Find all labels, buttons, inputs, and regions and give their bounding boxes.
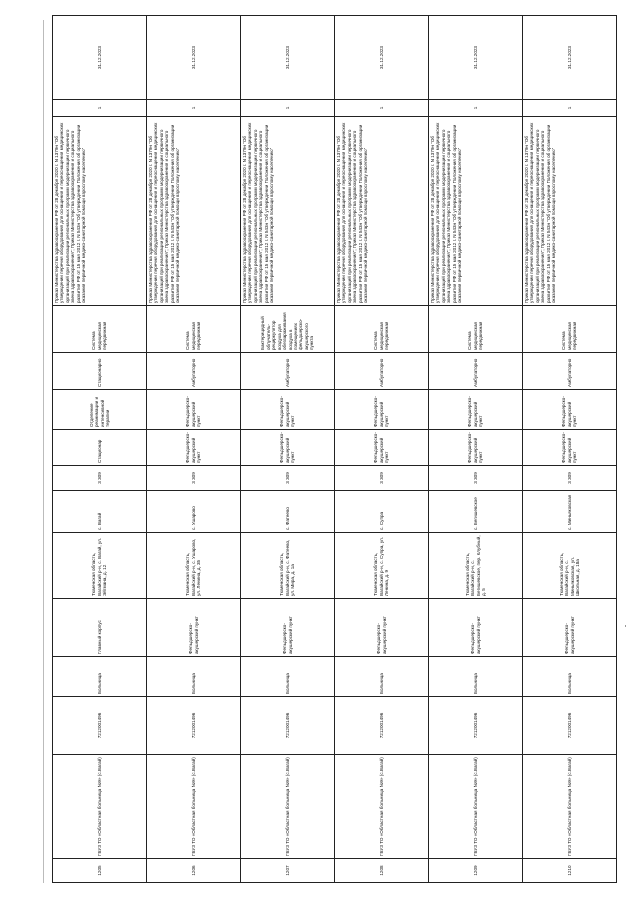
legal-basis-cell: Приказ Министерства здравоохранения РФ от 28 декабря 2020 г. N 1379н "Об утверждении перечня оборудования для оснащения и переоснащения медицинских организаций при реализации региональных программ модернизации первичного звена здравоохранения"; Приказ Министерства здравоохранения и социального развития РФ от 15 мая 2012 г. N 543н "Об утверждении Положения об организации оказания первичной медико-санитарной помощи взрослому населению"	[523, 117, 617, 306]
care-form-cell: Стационарно	[53, 353, 147, 390]
population-cell: 3 309	[241, 466, 335, 491]
quantity-cell: 1	[241, 100, 335, 117]
table-row	[429, 16, 523, 883]
profile-cell: Фельдшерско-акушерский пункт	[241, 430, 335, 466]
subdivision-cell: Отделение реанимации и интенсивной терапии	[53, 390, 147, 430]
deadline-cell: 31.12.2023	[147, 16, 241, 100]
care-form-cell: Амбулаторно	[429, 353, 523, 390]
inn-cell: 7212001496	[147, 697, 241, 755]
organization-cell: ГБУЗ ТО «Областная больница №9» (с.Вагай)	[429, 755, 523, 859]
org-type-cell: Больница	[241, 657, 335, 697]
settlement-cell: с. Бегишевское	[429, 491, 523, 533]
inn-cell: 7212001496	[429, 697, 523, 755]
unit-cell: Фельдшерско-акушерский пункт	[429, 599, 523, 657]
equipment-cell: Система медицинская передвижная	[429, 306, 523, 353]
deadline-cell: 31.12.2023	[429, 16, 523, 100]
deadline-cell: 31.12.2023	[335, 16, 429, 100]
subdivision-cell: Фельдшерско-акушерский пункт	[147, 390, 241, 430]
row-number-cell: 1205	[53, 859, 147, 883]
org-type-cell: Больница	[53, 657, 147, 697]
row-number-cell: 1209	[429, 859, 523, 883]
subdivision-cell: Фельдшерско-акушерский пункт	[523, 390, 617, 430]
settlement-cell: с. Вагай	[53, 491, 147, 533]
quantity-cell: 1	[335, 100, 429, 117]
care-form-cell: Амбулаторно	[147, 353, 241, 390]
care-form-cell: Амбулаторно	[335, 353, 429, 390]
profile-cell: Фельдшерско-акушерский пункт	[335, 430, 429, 466]
profile-cell: Фельдшерско-акушерский пункт	[429, 430, 523, 466]
organization-cell: ГБУЗ ТО «Областная больница №9» (с.Вагай)	[241, 755, 335, 859]
address-cell: Тюменская область, Вагайский р-н, с. Супра, ул. Ленина, д. 9	[335, 533, 429, 599]
address-cell: Тюменская область, Вагайский р-н, с. Ушарово, ул. Ленина, д. 35	[147, 533, 241, 599]
deadline-cell: 31.12.2023	[241, 16, 335, 100]
unit-cell: Фельдшерско-акушерский пункт	[335, 599, 429, 657]
legal-basis-cell: Приказ Министерства здравоохранения РФ от 28 декабря 2020 г. N 1379н "Об утверждении перечня оборудования для оснащения и переоснащения медицинских организаций при реализации региональных программ модернизации первичного звена здравоохранения"; Приказ Министерства здравоохранения и социального развития РФ от 15 мая 2012 г. N 543н "Об утверждении Положения об организации оказания первичной медико-санитарной помощи взрослому населению"	[241, 117, 335, 306]
quantity-cell: 1	[147, 100, 241, 117]
row-number-cell: 1210	[523, 859, 617, 883]
equipment-cell: Система медицинская передвижная	[335, 306, 429, 353]
population-cell: 3 309	[147, 466, 241, 491]
deadline-cell: 31.12.2023	[53, 16, 147, 100]
profile-cell: Фельдшерско-акушерский пункт	[147, 430, 241, 466]
row-number-cell: 1207	[241, 859, 335, 883]
unit-cell: Главный корпус	[53, 599, 147, 657]
address-cell: Тюменская область, Вагайский р-н, с. Миньяковская, ул. Школьная, д. 18а	[523, 533, 617, 599]
inn-cell: 7212001496	[523, 697, 617, 755]
quantity-cell: 1	[53, 100, 147, 117]
table-row	[147, 16, 241, 883]
settlement-cell: с. Фатеево	[241, 491, 335, 533]
equipment-cell: Бактерицидный облучатель-рециркулятор воздуха для обеззараживания воздуха в помещениях фельдшерско-акушерского пункта	[241, 306, 335, 353]
org-type-cell: Больница	[429, 657, 523, 697]
inn-cell: 7212001496	[241, 697, 335, 755]
care-form-cell: Амбулаторно	[241, 353, 335, 390]
unit-cell: Фельдшерско-акушерский пункт	[241, 599, 335, 657]
organization-cell: ГБУЗ ТО «Областная больница №9» (с.Вагай)	[335, 755, 429, 859]
legal-basis-cell: Приказ Министерства здравоохранения РФ от 28 декабря 2020 г. N 1379н "Об утверждении перечня оборудования для оснащения и переоснащения медицинских организаций при реализации региональных программ модернизации первичного звена здравоохранения"; Приказ Министерства здравоохранения и социального развития РФ от 15 мая 2012 г. N 543н "Об утверждении Положения об организации оказания первичной медико-санитарной помощи взрослому населению"	[335, 117, 429, 306]
subdivision-cell: Фельдшерско-акушерский пункт	[335, 390, 429, 430]
legal-basis-cell: Приказ Министерства здравоохранения РФ от 28 декабря 2020 г. N 1379н "Об утверждении перечня оборудования для оснащения и переоснащения медицинских организаций при реализации региональных программ модернизации первичного звена здравоохранения"; Приказ Министерства здравоохранения и социального развития РФ от 15 мая 2012 г. N 543н "Об утверждении Положения об организации оказания первичной медико-санитарной помощи взрослому населению"	[429, 117, 523, 306]
org-type-cell: Больница	[335, 657, 429, 697]
population-cell: 3 309	[335, 466, 429, 491]
address-cell: Тюменская область, Вагайский р-н, с. Вагай, ул. Эйгмана, д. 12	[53, 533, 147, 599]
organization-cell: ГБУЗ ТО «Областная больница №9» (с.Вагай)	[523, 755, 617, 859]
table-row	[523, 16, 617, 883]
scan-line	[43, 20, 44, 883]
address-cell: Тюменская область, Вагайский р-н, с. Бегишевское, пер. Клубный, д. 5	[429, 533, 523, 599]
subdivision-cell: Фельдшерско-акушерский пункт	[429, 390, 523, 430]
equipment-cell: Система медицинская передвижная	[523, 306, 617, 353]
org-type-cell: Больница	[147, 657, 241, 697]
address-cell: Тюменская область, Вагайский р-н, с. Фатеево, ул. Мира, д. 1а	[241, 533, 335, 599]
settlement-cell: с. Ушарово	[147, 491, 241, 533]
inn-cell: 7212001496	[53, 697, 147, 755]
table-row	[53, 16, 147, 883]
deadline-cell: 31.12.2023	[523, 16, 617, 100]
legal-basis-cell: Приказ Министерства здравоохранения РФ от 28 декабря 2020 г. N 1379н "Об утверждении перечня оборудования для оснащения и переоснащения медицинских организаций при реализации региональных программ модернизации первичного звена здравоохранения"; Приказ Министерства здравоохранения и социального развития РФ от 15 мая 2012 г. N 543н "Об утверждении Положения об организации оказания первичной медико-санитарной помощи взрослому населению"	[147, 117, 241, 306]
row-number-cell: 1208	[335, 859, 429, 883]
settlement-cell: с. Миньяковская	[523, 491, 617, 533]
table-row	[241, 16, 335, 883]
profile-cell: Фельдшерско-акушерский пункт	[523, 430, 617, 466]
scan-speck	[625, 625, 626, 627]
population-cell: 3 309	[429, 466, 523, 491]
org-type-cell: Больница	[523, 657, 617, 697]
organization-cell: ГБУЗ ТО «Областная больница №9» (с.Вагай)	[53, 755, 147, 859]
inn-cell: 7212001496	[335, 697, 429, 755]
population-cell: 3 309	[53, 466, 147, 491]
unit-cell: Фельдшерско-акушерский пункт	[147, 599, 241, 657]
care-form-cell: Амбулаторно	[523, 353, 617, 390]
subdivision-cell: Фельдшерско-акушерский пункт	[241, 390, 335, 430]
equipment-cell: Система медицинская передвижная	[53, 306, 147, 353]
profile-cell: Стационар	[53, 430, 147, 466]
equipment-cell: Система медицинская передвижная	[147, 306, 241, 353]
equipment-table	[52, 15, 617, 883]
population-cell: 3 309	[523, 466, 617, 491]
organization-cell: ГБУЗ ТО «Областная больница №9» (с.Вагай)	[147, 755, 241, 859]
table-row	[335, 16, 429, 883]
legal-basis-cell: Приказ Министерства здравоохранения РФ от 28 декабря 2020 г. N 1379н "Об утверждении перечня оборудования для оснащения и переоснащения медицинских организаций при реализации региональных программ модернизации первичного звена здравоохранения"; Приказ Министерства здравоохранения и социального развития РФ от 15 мая 2012 г. N 543н "Об утверждении Положения об организации оказания первичной медико-санитарной помощи взрослому населению"	[53, 117, 147, 306]
quantity-cell: 1	[429, 100, 523, 117]
settlement-cell: с. Супра	[335, 491, 429, 533]
unit-cell: Фельдшерско-акушерский пункт	[523, 599, 617, 657]
row-number-cell: 1206	[147, 859, 241, 883]
quantity-cell: 1	[523, 100, 617, 117]
